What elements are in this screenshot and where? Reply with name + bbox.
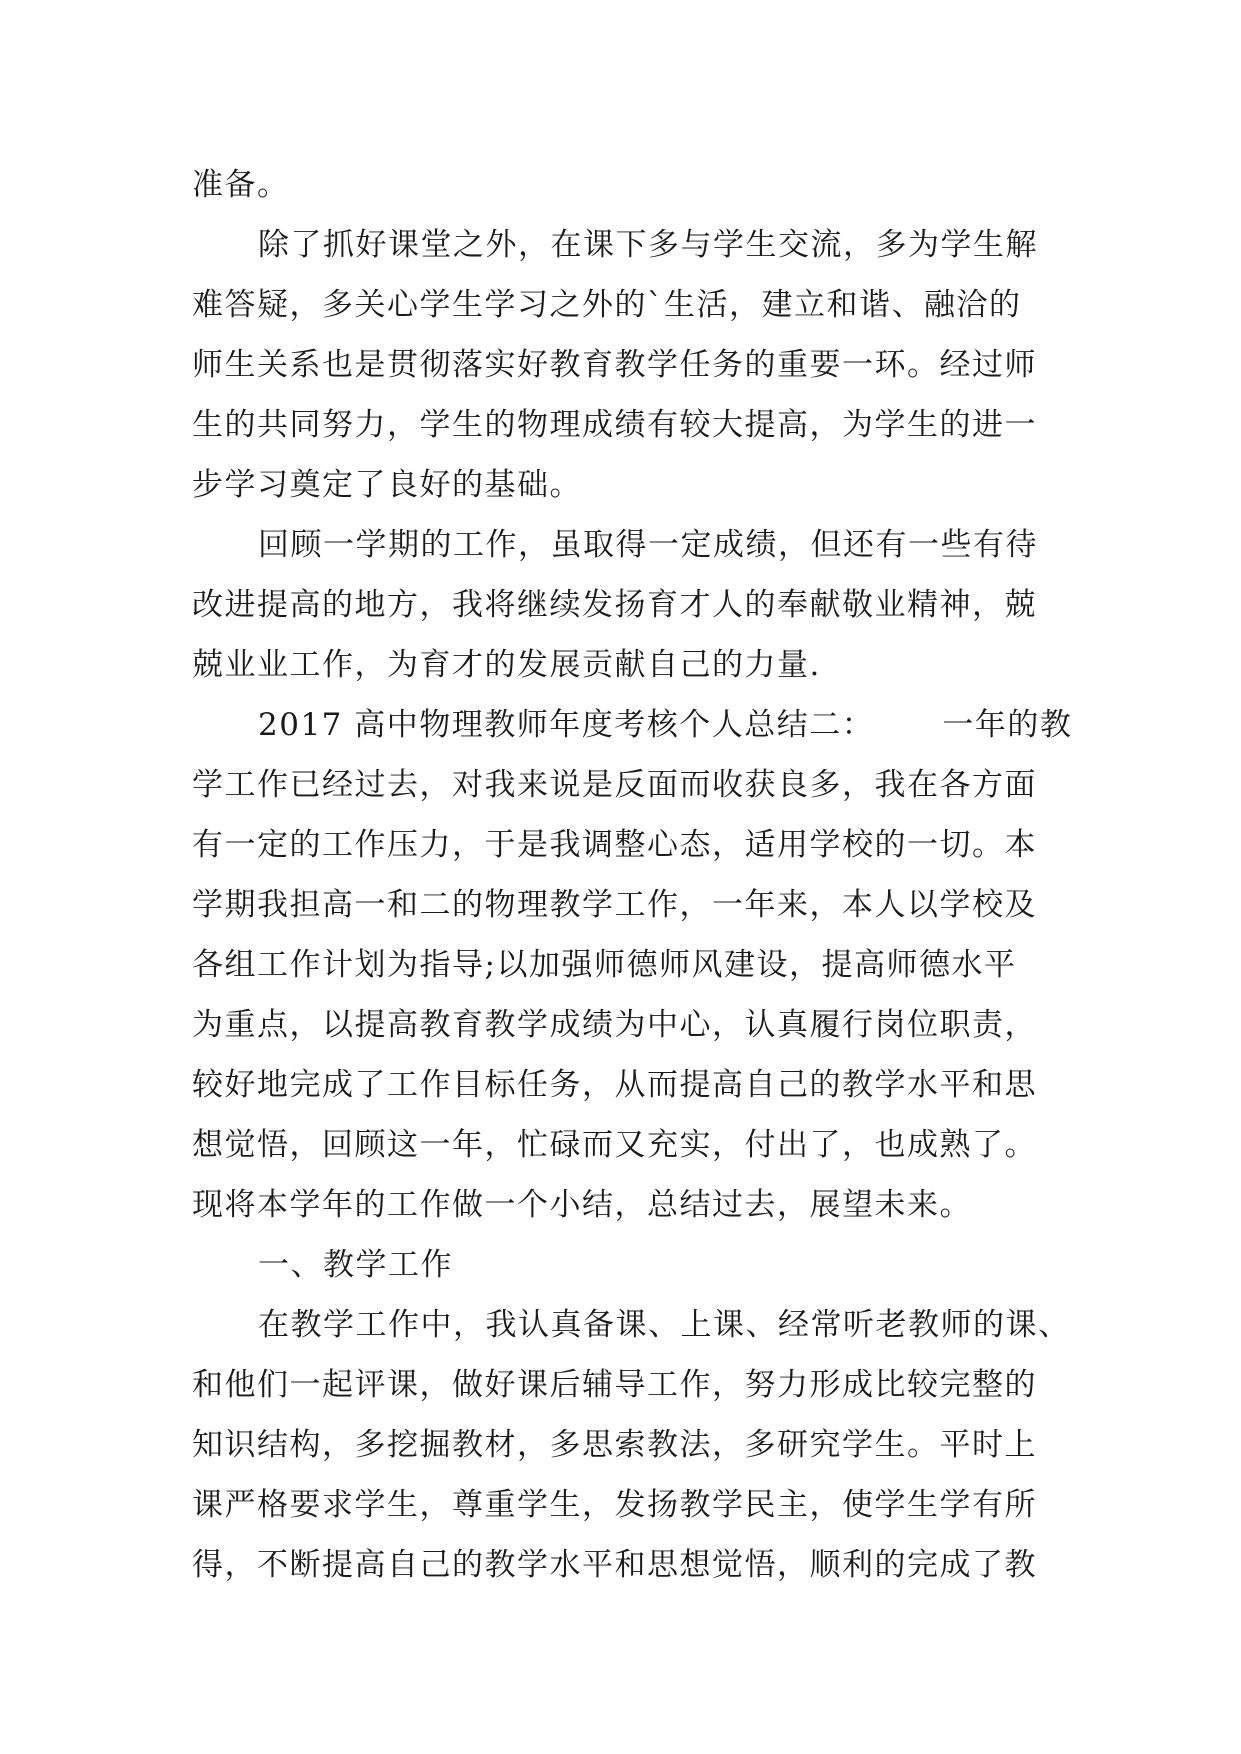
- section-heading-line: 2017 高中物理教师年度考核个人总结二： 一年的教: [258, 707, 1073, 743]
- text-line: 准备。: [192, 167, 290, 203]
- text-line: 课严格要求学生，尊重学生，发扬教学民主，使学生学有所: [192, 1487, 1037, 1523]
- text-line: 想觉悟，回顾这一年，忙碌而又充实，付出了，也成熟了。: [192, 1127, 1037, 1163]
- text-line: 学期我担高一和二的物理教学工作，一年来，本人以学校及: [192, 887, 1037, 923]
- text-line: 现将本学年的工作做一个小结，总结过去，展望未来。: [192, 1187, 972, 1223]
- document-body: [192, 155, 1072, 1595]
- text-line: 师生关系也是贯彻落实好教育教学任务的重要一环。经过师: [192, 347, 1037, 383]
- text-line: 学工作已经过去，对我来说是反面而收获良多，我在各方面: [192, 767, 1037, 803]
- text-line: 和他们一起评课，做好课后辅导工作，努力形成比较完整的: [192, 1367, 1037, 1403]
- text-line: 步学习奠定了良好的基础。: [192, 467, 582, 503]
- text-line: 回顾一学期的工作，虽取得一定成绩，但还有一些有待: [258, 527, 1038, 563]
- text-line: 各组工作计划为指导;以加强师德师风建设，提高师德水平: [192, 947, 1017, 983]
- text-line: 较好地完成了工作目标任务，从而提高自己的教学水平和思: [192, 1067, 1037, 1103]
- text-line: 为重点，以提高教育教学成绩为中心，认真履行岗位职责，: [192, 1007, 1037, 1043]
- text-line: 有一定的工作压力，于是我调整心态，适用学校的一切。本: [192, 827, 1037, 863]
- text-line: 得，不断提高自己的教学水平和思想觉悟，顺利的完成了教: [192, 1547, 1037, 1583]
- text-line: 兢业业工作，为育才的发展贡献自己的力量.: [192, 647, 821, 683]
- subsection-heading: 一、教学工作: [258, 1247, 453, 1283]
- text-line: 知识结构，多挖掘教材，多思索教法，多研究学生。平时上: [192, 1427, 1037, 1463]
- text-line: 除了抓好课堂之外，在课下多与学生交流，多为学生解: [258, 227, 1038, 263]
- text-line: 在教学工作中，我认真备课、上课、经常听老教师的课、: [258, 1307, 1071, 1343]
- text-line: 生的共同努力，学生的物理成绩有较大提高，为学生的进一: [192, 407, 1037, 443]
- text-line: 难答疑，多关心学生学习之外的`生活，建立和谐、融洽的: [192, 287, 1022, 323]
- text-line: 改进提高的地方，我将继续发扬育才人的奉献敬业精神，兢: [192, 587, 1037, 623]
